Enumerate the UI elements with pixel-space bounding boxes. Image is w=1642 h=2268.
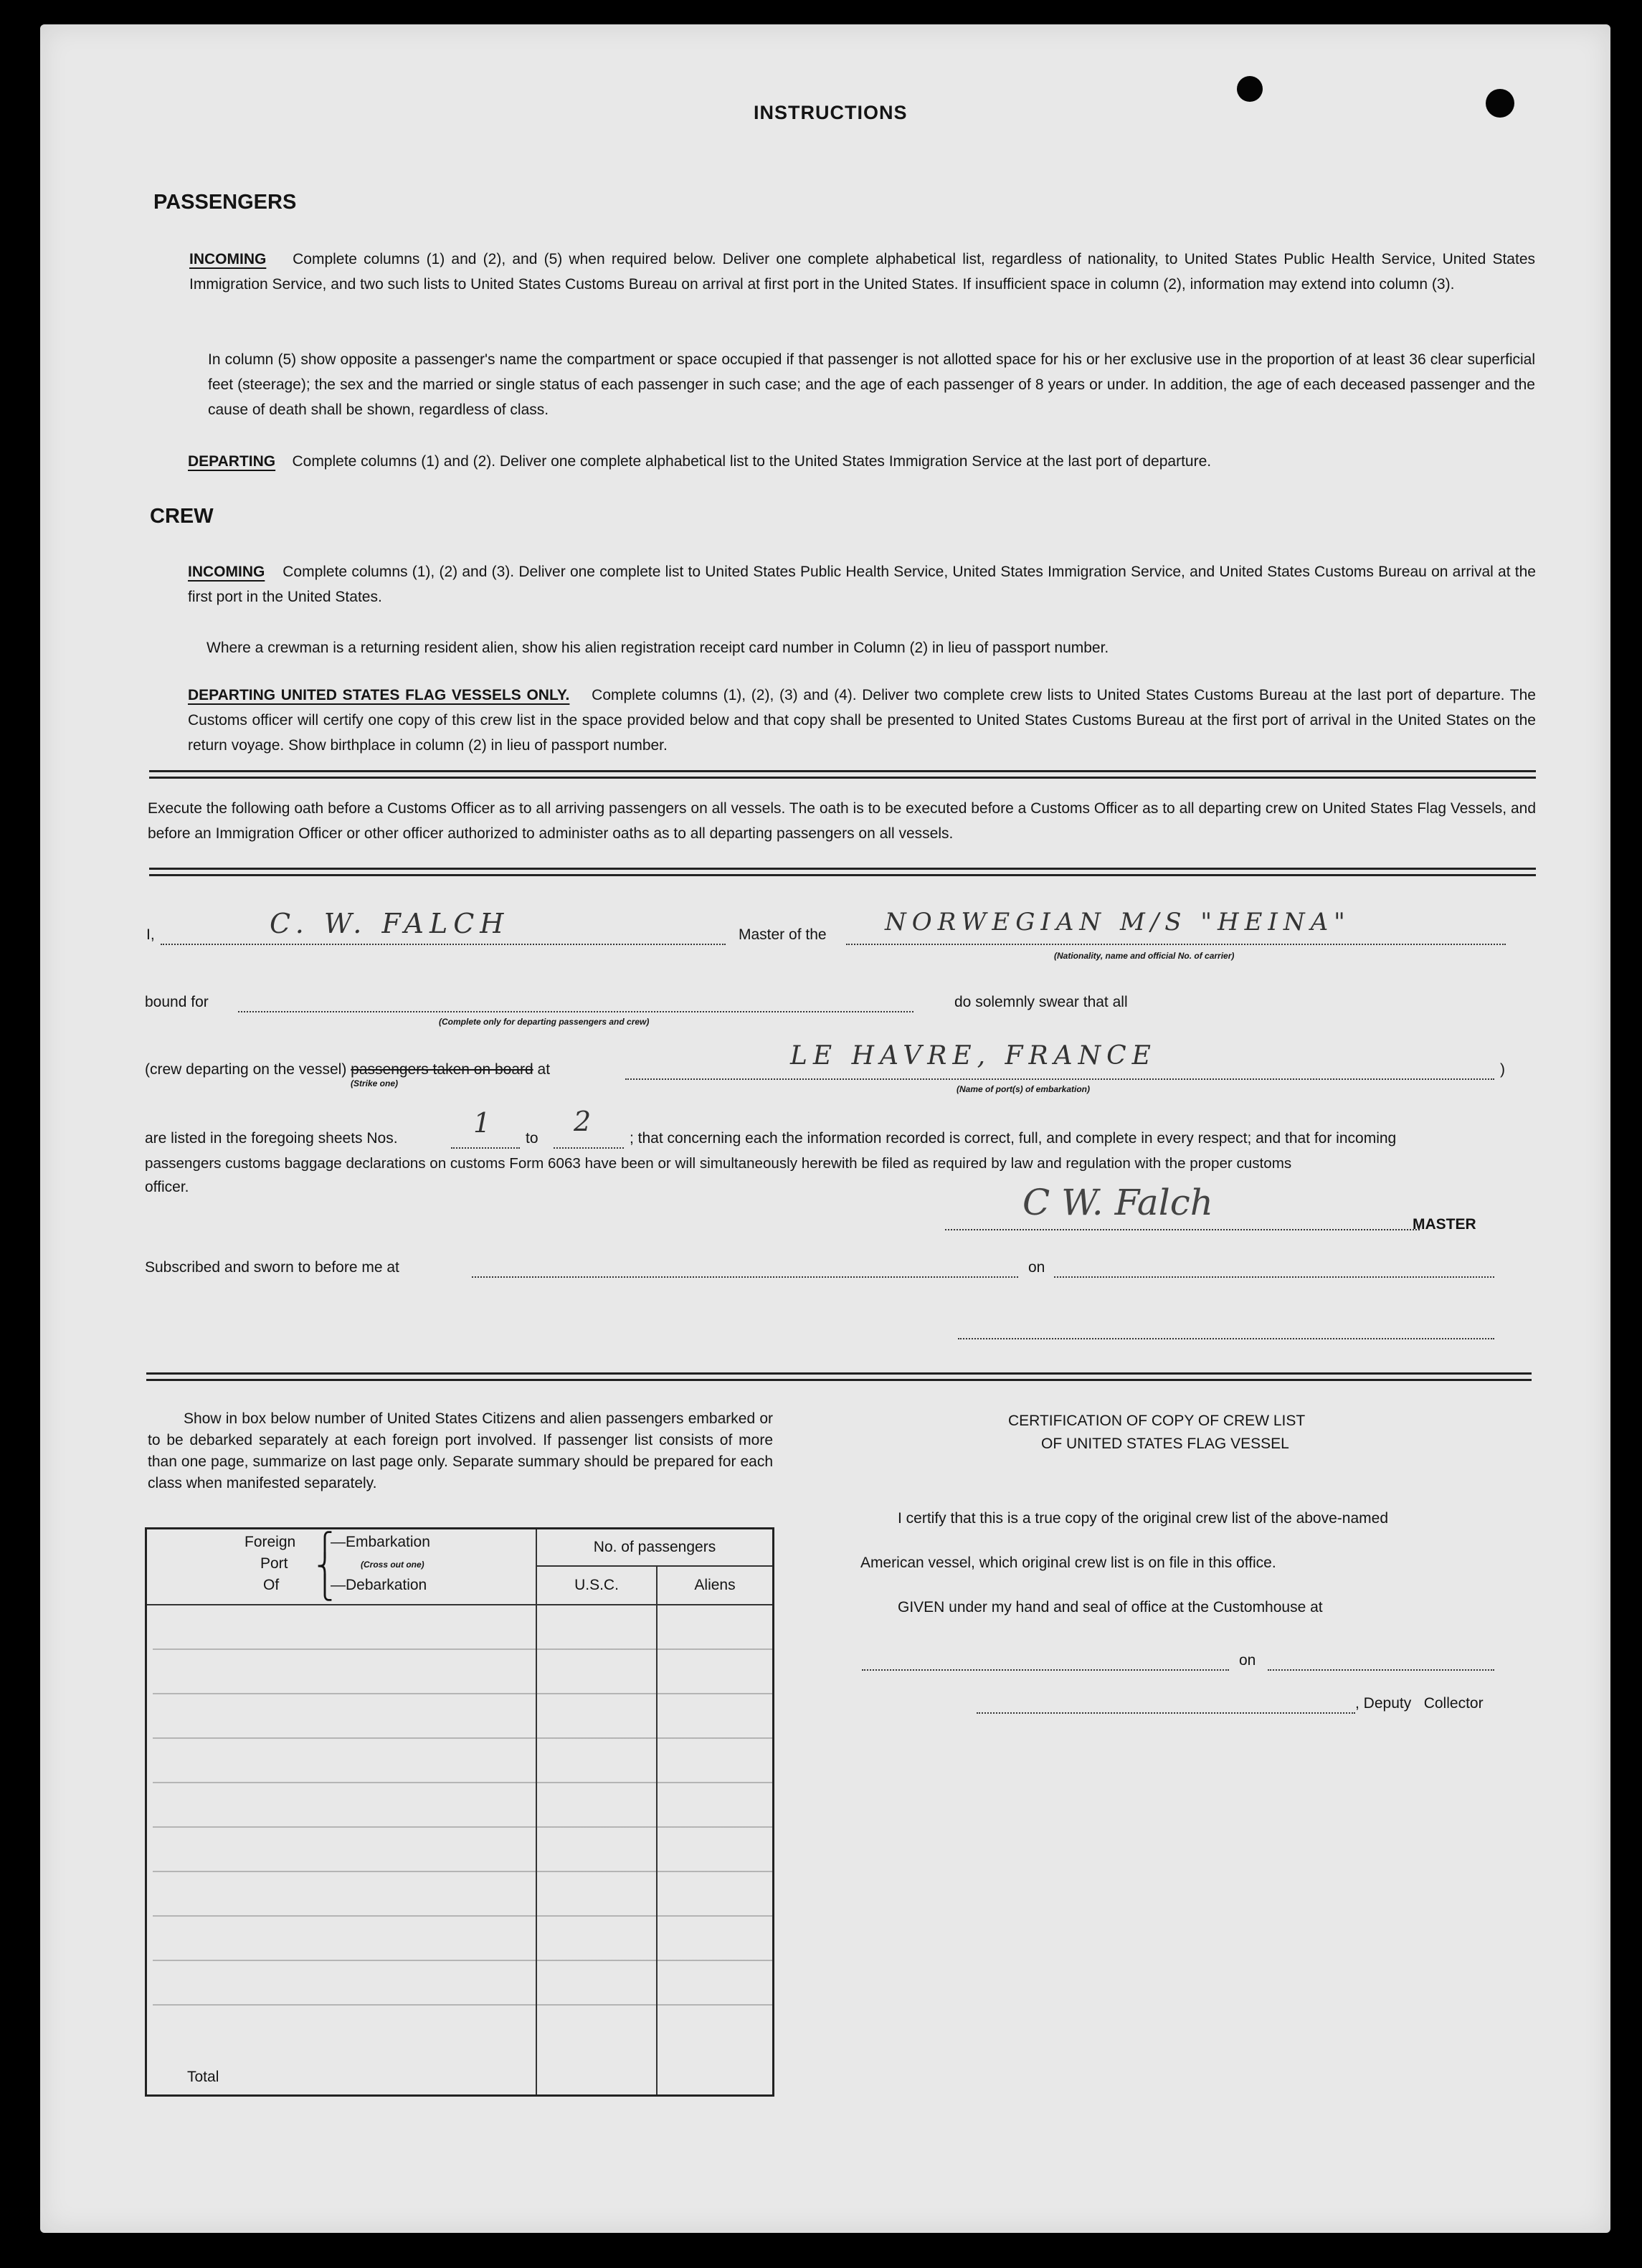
summary-body-row: [146, 1605, 774, 2096]
passengers-departing-block: [188, 449, 1536, 474]
cross-out-caption: (Cross out one): [361, 1560, 424, 1570]
vessel-handwritten: NORWEGIAN M/S "HEINA": [885, 908, 1351, 936]
certify-text-2: passengers customs baggage declarations on customs Form 6063 have been or will simultaneously herewith be filed as required by law and regulation with the proper customs: [145, 1155, 1292, 1172]
close-paren: ): [1500, 1061, 1505, 1078]
certification-on-label: on: [1239, 1652, 1256, 1669]
bound-for-label: bound for: [145, 994, 209, 1010]
port-handwritten: LE HAVRE, FRANCE: [790, 1041, 1157, 1071]
col-foreign: Foreign: [245, 1534, 296, 1550]
subscribed-on-label: on: [1028, 1259, 1045, 1276]
sheets-label: are listed in the foregoing sheets Nos.: [145, 1130, 398, 1147]
aliens-column-body[interactable]: [657, 1605, 774, 2096]
certify-text: ; that concerning each the information recorded is correct, full, and complete in every respect; and that for incoming: [630, 1130, 1397, 1147]
port-caption: (Name of port(s) of embarkation): [957, 1084, 1091, 1094]
sheet-to-line[interactable]: [554, 1147, 624, 1149]
passenger-summary-table: [145, 1527, 774, 2097]
subscribed-label: Subscribed and sworn to before me at: [145, 1259, 399, 1276]
crew-resident-text: Where a crewman is a returning resident alien, show his alien registration receipt card number in Column (2) in lieu of passport number.: [207, 640, 1109, 656]
vessel-line[interactable]: [846, 944, 1506, 945]
summary-instructions: Show in box below number of United States Citizens and alien passengers embarked or to be debarked separately at each foreign port involved. If passenger list consists of more than one page, summarize on last page only. Separate summary should be prepared for each class when manifested separately.: [148, 1410, 773, 1491]
oath-i-label: I,: [146, 926, 155, 943]
total-label: Total: [187, 2069, 219, 2085]
passengers-struck-label: passengers taken on board: [351, 1061, 533, 1078]
usc-header: U.S.C.: [537, 1567, 658, 1604]
passengers-col5-text: In column (5) show opposite a passenger's name the compartment or space occupied if that passenger is not allotted space for his or her exclusive use in the proportion of at least 36 clear superficial feet (steerage); the sex and the married or single status of each passenger in such case; and the age of each passenger of 8 years or under. In addition, the age of each deceased passenger and the cause of death shall be shown, regardless of class.: [208, 351, 1535, 418]
sheet-from-line[interactable]: [451, 1147, 520, 1149]
aliens-header: Aliens: [694, 1577, 736, 1593]
bound-for-caption: (Complete only for departing passengers and crew): [439, 1017, 650, 1027]
certification-line-3: GIVEN under my hand and seal of office at the Customhouse at: [898, 1599, 1323, 1615]
sheet-to-handwritten: 2: [574, 1106, 597, 1137]
at-label: at: [537, 1061, 551, 1078]
master-name-handwritten: C. W. FALCH: [270, 908, 510, 939]
master-signature: C W. Falch: [1022, 1182, 1213, 1223]
subscribed-date-line[interactable]: [1054, 1276, 1494, 1278]
certification-title-1: CERTIFICATION OF COPY OF CREW LIST: [1008, 1413, 1306, 1429]
deputy-collector-line[interactable]: [977, 1712, 1355, 1714]
port-header-cell: [146, 1529, 537, 1605]
crew-incoming-label: INCOMING: [188, 564, 265, 580]
certify-text-3: officer.: [145, 1179, 189, 1195]
passengers-incoming-block: [189, 247, 1535, 297]
oath-intro: Execute the following oath before a Customs Officer as to all arriving passengers on all vessels. The oath is to be executed before a Customs Officer as to all departing crew on United States Flag Vessels, and before an Immigration Officer or other officer authorized to administer oaths as to all departing passengers on all vessels.: [148, 800, 1536, 842]
master-of-label: Master of the: [739, 926, 827, 943]
passengers-departing-label: DEPARTING: [188, 453, 276, 470]
crew-departing-text: Complete columns (1), (2), (3) and (4). Deliver two complete crew lists to United States Customs Bureau at the last port of departure. The Customs officer will certify one copy of this crew list in the space provided below and that copy shall be presented to United States Customs Bureau at the first port of arrival in the United States on the return voyage. Show birthplace in column (2) in lieu of passport number.: [188, 687, 1536, 754]
swear-label: do solemnly swear that all: [954, 994, 1128, 1010]
port-column-body[interactable]: [146, 1605, 537, 2096]
port-line[interactable]: [625, 1078, 1494, 1080]
embarkation-label: —Embarkation: [331, 1534, 430, 1550]
master-name-line[interactable]: [161, 944, 726, 945]
crew-departing-block: [188, 683, 1536, 758]
punch-hole-right: [1486, 89, 1514, 118]
crew-passengers-line: [145, 1057, 550, 1082]
certification-date-line[interactable]: [1268, 1669, 1494, 1671]
strike-caption: (Strike one): [351, 1078, 399, 1088]
customhouse-line[interactable]: [862, 1669, 1229, 1671]
crew-incoming-text: Complete columns (1), (2) and (3). Deliver one complete list to United States Public Health Service, United States Immigration Service, and United States Customs Bureau on arrival at the first port in the United States.: [188, 564, 1536, 605]
bound-for-line[interactable]: [238, 1011, 913, 1012]
form-page: [40, 24, 1610, 2233]
no-passengers-label: No. of passengers: [537, 1529, 772, 1567]
col-of: Of: [263, 1577, 280, 1593]
passengers-departing-text: Complete columns (1) and (2). Deliver one complete alphabetical list to the United States Immigration Service at the last port of departure.: [292, 453, 1212, 470]
col-port: Port: [260, 1555, 288, 1572]
debarkation-label: —Debarkation: [331, 1577, 427, 1593]
officer-signature-line[interactable]: [958, 1338, 1494, 1339]
punch-hole-left: [1237, 76, 1263, 102]
passengers-incoming-label: INCOMING: [189, 251, 267, 267]
crew-heading: CREW: [150, 505, 214, 528]
vessel-caption: (Nationality, name and official No. of carrier): [1054, 951, 1235, 961]
brace-top: ⎧ ⎨ ⎩: [316, 1532, 333, 1600]
subscribed-place-line[interactable]: [472, 1276, 1018, 1278]
usc-column-body[interactable]: [536, 1605, 657, 2096]
certification-line-2: American vessel, which original crew list is on file in this office.: [860, 1555, 1276, 1571]
passengers-heading: PASSENGERS: [153, 191, 297, 214]
divider-rule-3: [146, 1372, 1532, 1381]
to-label: to: [526, 1130, 538, 1147]
signature-line[interactable]: [945, 1229, 1420, 1230]
sheet-from-handwritten: 1: [473, 1107, 497, 1139]
certification-line-1: I certify that this is a true copy of the original crew list of the above-named: [898, 1510, 1388, 1527]
crew-departing-label: DEPARTING UNITED STATES FLAG VESSELS ONLY.: [188, 687, 570, 703]
divider-rule-1: [149, 770, 1536, 779]
divider-rule-2: [149, 868, 1536, 876]
certification-title-2: OF UNITED STATES FLAG VESSEL: [1041, 1436, 1289, 1452]
deputy-collector-label: , Deputy Collector: [1355, 1695, 1484, 1712]
master-label: MASTER: [1413, 1216, 1476, 1233]
passengers-header-cell: [536, 1529, 774, 1605]
passengers-incoming-text: Complete columns (1) and (2), and (5) when required below. Deliver one complete alphabetical list, regardless of nationality, to United States Public Health Service, United States Immigration Service, and two such lists to United States Customs Bureau on arrival at first port in the United States. If insufficient space in column (2), information may extend into column (3).: [189, 251, 1536, 293]
crew-incoming-block: [188, 559, 1536, 609]
page-title: INSTRUCTIONS: [754, 102, 908, 123]
crew-departing-label: (crew departing on the vessel): [145, 1061, 347, 1078]
